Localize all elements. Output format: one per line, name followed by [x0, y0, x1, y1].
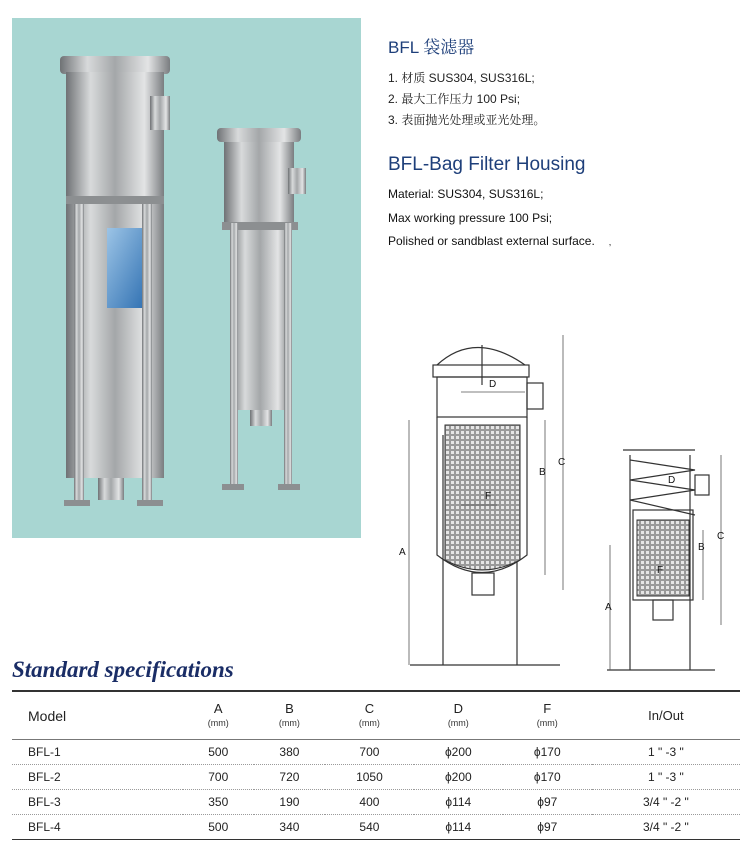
cell-model: BFL-1 — [12, 740, 183, 765]
cell-b: 380 — [254, 740, 325, 765]
label-b-small: B — [698, 542, 705, 553]
col-inout: In/Out — [592, 693, 740, 740]
cell-inout: 3/4 " -2 " — [592, 815, 740, 840]
specs-rule — [12, 690, 740, 692]
col-model: Model — [12, 693, 183, 740]
cell-f: ϕ97 — [503, 790, 592, 815]
small-housing — [217, 128, 306, 490]
cell-f: ϕ97 — [503, 815, 592, 840]
feature-en: Material: SUS304, SUS316L; — [388, 187, 544, 201]
col-a: A (mm) — [183, 693, 254, 740]
nameplate — [107, 228, 147, 308]
table-row — [12, 740, 740, 765]
feature-cn: 3. 表面抛光处理或亚光处理。 — [388, 113, 546, 127]
cell-f: ϕ170 — [503, 765, 592, 790]
title-en: BFL-Bag Filter Housing — [388, 154, 586, 175]
table-row — [12, 790, 740, 815]
label-d: D — [489, 379, 497, 390]
cell-c: 540 — [325, 815, 414, 840]
table-row — [12, 815, 740, 840]
specs-heading: Standard specifications — [12, 657, 234, 682]
feature-list-en — [388, 183, 611, 255]
cell-f: ϕ170 — [503, 740, 592, 765]
feature-list-cn — [388, 68, 545, 131]
cell-a: 500 — [183, 815, 254, 840]
cell-d: ϕ114 — [414, 790, 503, 815]
feature-cn: 2. 最大工作压力 100 Psi; — [388, 92, 521, 106]
cell-b: 720 — [254, 765, 325, 790]
cell-d: ϕ200 — [414, 740, 503, 765]
feature-cn: 1. 材质 SUS304, SUS316L; — [388, 71, 535, 85]
cell-inout: 1 " -3 " — [592, 740, 740, 765]
cell-model: BFL-3 — [12, 790, 183, 815]
label-d-small: D — [668, 475, 676, 486]
cell-c: 1050 — [325, 765, 414, 790]
col-b: B (mm) — [254, 693, 325, 740]
cell-b: 190 — [254, 790, 325, 815]
cell-b: 340 — [254, 815, 325, 840]
col-f: F (mm) — [503, 693, 592, 740]
large-housing — [60, 56, 170, 506]
specs-header-row — [12, 693, 740, 740]
cell-d: ϕ200 — [414, 765, 503, 790]
col-d: D (mm) — [414, 693, 503, 740]
label-f: F — [485, 491, 492, 502]
label-f-small: F — [657, 565, 664, 576]
cell-c: 700 — [325, 740, 414, 765]
cell-a: 700 — [183, 765, 254, 790]
feature-en: Polished or sandblast external surface. — [388, 234, 595, 248]
cell-model: BFL-2 — [12, 765, 183, 790]
cell-a: 500 — [183, 740, 254, 765]
table-row — [12, 765, 740, 790]
cell-inout: 1 " -3 " — [592, 765, 740, 790]
specs-table — [12, 693, 740, 840]
col-c: C (mm) — [325, 693, 414, 740]
label-c-small: C — [717, 531, 725, 542]
cell-d: ϕ114 — [414, 815, 503, 840]
cell-c: 400 — [325, 790, 414, 815]
label-a-small: A — [605, 602, 612, 613]
cell-a: 350 — [183, 790, 254, 815]
title-cn: BFL 袋滤器 — [388, 38, 475, 57]
label-a: A — [399, 547, 406, 558]
label-c: C — [558, 457, 566, 468]
product-photo — [12, 18, 361, 538]
feature-en: Max working pressure 100 Psi; — [388, 210, 553, 225]
cell-inout: 3/4 " -2 " — [592, 790, 740, 815]
trailing-mark: , — [608, 237, 612, 247]
label-b: B — [539, 467, 546, 478]
cell-model: BFL-4 — [12, 815, 183, 840]
dimension-diagram — [385, 325, 745, 675]
